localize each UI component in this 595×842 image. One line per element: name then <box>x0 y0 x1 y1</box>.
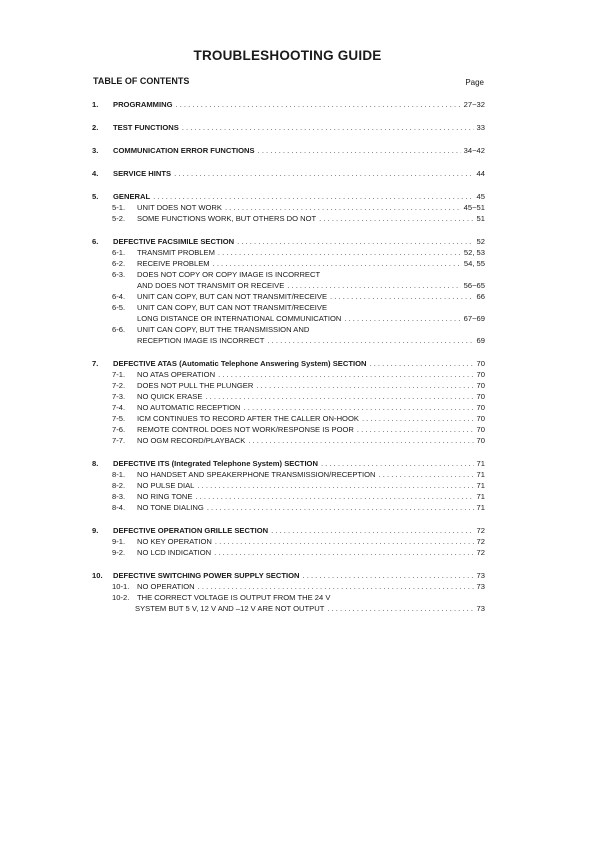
toc-entry <box>113 236 485 247</box>
dot-leader <box>287 280 460 291</box>
toc-entry <box>113 145 485 156</box>
toc-item-row[interactable] <box>0 469 595 480</box>
dot-leader <box>244 402 474 413</box>
toc-entry <box>137 547 485 558</box>
item-label: LONG DISTANCE OR INTERNATIONAL COMMUNICATION <box>137 314 342 323</box>
toc-label <box>137 547 211 558</box>
item-label: NO HANDSET AND SPEAKERPHONE TRANSMISSION/RECEPTION <box>137 470 376 479</box>
item-label: THE CORRECT VOLTAGE IS OUTPUT FROM THE 24 V <box>137 593 331 602</box>
item-label: ICM CONTINUES TO RECORD AFTER THE CALLER ON-HOOK <box>137 414 359 423</box>
toc-entry <box>137 280 485 291</box>
toc-item-row[interactable] <box>0 391 595 402</box>
dot-leader <box>237 236 473 247</box>
toc-item-row[interactable] <box>0 592 595 603</box>
toc-page-number: 73 <box>476 604 485 613</box>
toc-number: 5-1. <box>112 203 126 212</box>
toc-number: 7. <box>92 359 99 368</box>
toc-item-row[interactable] <box>0 247 595 258</box>
toc-entry <box>113 99 485 110</box>
toc-label <box>137 213 316 224</box>
item-label: NO KEY OPERATION <box>137 537 212 546</box>
dot-leader <box>357 424 474 435</box>
dot-leader <box>214 547 473 558</box>
toc-section <box>0 191 595 224</box>
toc-page-number: 34~42 <box>463 146 485 155</box>
dot-leader <box>215 536 474 547</box>
toc-item-row[interactable] <box>0 402 595 413</box>
toc-number: 7-5. <box>112 414 126 423</box>
toc-label <box>137 291 327 302</box>
toc-entry <box>113 458 485 469</box>
toc-entry <box>113 191 485 202</box>
toc-number: 4. <box>92 169 99 178</box>
toc-page-number: 70 <box>476 436 485 445</box>
toc-page-number: 73 <box>476 571 485 580</box>
toc-number: 6-4. <box>112 292 126 301</box>
section-label: GENERAL <box>113 192 151 201</box>
toc-entry <box>113 525 485 536</box>
dot-leader <box>330 291 474 302</box>
toc-entry <box>137 480 485 491</box>
toc-label <box>137 280 284 291</box>
dot-leader <box>362 413 474 424</box>
dot-leader <box>205 391 473 402</box>
toc-number: 8-3. <box>112 492 126 501</box>
toc-number: 10. <box>92 571 103 580</box>
section-label-extra: (Integrated Telephone System) <box>169 459 285 468</box>
item-label: DOES NOT PULL THE PLUNGER <box>137 381 254 390</box>
dot-leader <box>256 380 473 391</box>
toc-label <box>113 168 171 179</box>
toc-entry <box>137 413 485 424</box>
dot-leader <box>195 491 473 502</box>
toc-number: 7-4. <box>112 403 126 412</box>
toc-entry <box>137 380 485 391</box>
toc-page-number: 54, 55 <box>463 259 485 268</box>
toc-entry <box>137 491 485 502</box>
toc-label <box>137 247 215 258</box>
toc-page-number: 70 <box>476 392 485 401</box>
item-label: RECEPTION IMAGE IS INCORRECT <box>137 336 265 345</box>
item-label: RECEIVE PROBLEM <box>137 259 210 268</box>
toc-entry <box>137 469 485 480</box>
toc-label <box>137 258 210 269</box>
toc-label <box>137 592 330 603</box>
toc-item-row[interactable] <box>0 581 595 592</box>
toc-label <box>113 145 255 156</box>
dot-leader <box>344 313 460 324</box>
toc-number: 6-2. <box>112 259 126 268</box>
toc-page-number: 44 <box>476 169 485 178</box>
toc-section <box>0 99 595 110</box>
toc-label <box>137 581 195 592</box>
toc-number: 7-2. <box>112 381 126 390</box>
toc-label <box>135 603 324 614</box>
toc-section <box>0 358 595 446</box>
item-label: UNIT CAN COPY, BUT CAN NOT TRANSMIT/RECEIVE <box>137 292 328 301</box>
toc-page-number: 45 <box>476 192 485 201</box>
toc-item-row[interactable] <box>0 202 595 213</box>
toc-entry <box>137 391 485 402</box>
item-label: UNIT DOES NOT WORK <box>137 203 222 212</box>
toc-item-row[interactable] <box>0 547 595 558</box>
toc-label <box>137 324 309 335</box>
toc-label <box>137 402 241 413</box>
toc-number: 6-3. <box>112 270 126 279</box>
toc-label <box>113 99 172 110</box>
dot-leader <box>218 247 461 258</box>
dot-leader <box>153 191 473 202</box>
toc-section-row[interactable] <box>0 145 595 156</box>
toc-label <box>137 380 253 391</box>
toc-entry <box>137 402 485 413</box>
toc-item-row[interactable] <box>0 536 595 547</box>
toc-item-row[interactable] <box>0 280 595 291</box>
toc-section-row[interactable] <box>0 99 595 110</box>
item-label: AND DOES NOT TRANSMIT OR RECEIVE <box>137 281 285 290</box>
dot-leader <box>303 570 474 581</box>
toc-number: 6-6. <box>112 325 126 334</box>
section-label: SERVICE HINTS <box>113 169 172 178</box>
toc-label <box>113 191 150 202</box>
toc-heading: TABLE OF CONTENTS <box>93 76 190 86</box>
toc-section <box>0 236 595 346</box>
item-label: NO TONE DIALING <box>137 503 204 512</box>
toc-number: 1. <box>92 100 99 109</box>
toc-label <box>137 302 327 313</box>
toc-page-number: 70 <box>476 359 485 368</box>
toc-label <box>137 424 354 435</box>
toc-number: 9-1. <box>112 537 126 546</box>
dot-leader <box>321 458 474 469</box>
toc-item-row[interactable] <box>0 258 595 269</box>
toc-item-row[interactable] <box>0 435 595 446</box>
dot-leader <box>197 480 473 491</box>
toc-page-number: 72 <box>476 526 485 535</box>
section-label-extra: (Automatic Telephone Answering System) <box>177 359 333 368</box>
toc-label <box>137 536 212 547</box>
dot-leader <box>174 168 473 179</box>
toc-label <box>113 570 300 581</box>
toc-number: 2. <box>92 123 99 132</box>
toc-entry <box>137 581 485 592</box>
item-label: NO ATAS OPERATION <box>137 370 216 379</box>
dot-leader <box>213 258 461 269</box>
section-label: COMMUNICATION ERROR FUNCTIONS <box>113 146 255 155</box>
toc-entry <box>113 122 485 133</box>
section-label: DEFECTIVE OPERATION GRILLE SECTION <box>113 526 269 535</box>
toc-section <box>0 458 595 513</box>
item-label: NO OPERATION <box>137 582 195 591</box>
toc-item-row[interactable] <box>0 413 595 424</box>
page-title: TROUBLESHOOTING GUIDE <box>193 48 382 63</box>
toc-page-number: 70 <box>476 381 485 390</box>
toc-page-number: 67~69 <box>463 314 485 323</box>
toc-entry <box>137 247 485 258</box>
toc-label <box>137 391 202 402</box>
toc-item-row[interactable] <box>0 213 595 224</box>
toc-label <box>137 369 215 380</box>
toc-label <box>137 269 320 280</box>
toc-section-row[interactable] <box>0 458 595 469</box>
toc-item-row[interactable] <box>0 269 595 280</box>
toc-item-row[interactable] <box>0 491 595 502</box>
toc-number: 8-1. <box>112 470 126 479</box>
toc-section <box>0 145 595 156</box>
toc-item-row[interactable] <box>0 380 595 391</box>
dot-leader <box>248 435 473 446</box>
toc-number: 10-2. <box>112 593 130 602</box>
toc-number: 5-2. <box>112 214 126 223</box>
item-label: NO LCD INDICATION <box>137 548 212 557</box>
toc-item-row[interactable] <box>0 324 595 335</box>
dot-leader <box>319 213 473 224</box>
toc-label <box>137 480 194 491</box>
toc-sections <box>0 99 595 626</box>
toc-item-row[interactable] <box>0 603 595 614</box>
toc-entry <box>137 502 485 513</box>
toc-entry <box>137 258 485 269</box>
toc-entry <box>137 424 485 435</box>
item-label: NO AUTOMATIC RECEPTION <box>137 403 241 412</box>
toc-page-number: 27~32 <box>463 100 485 109</box>
toc-entry <box>137 369 485 380</box>
toc-number: 6-5. <box>112 303 126 312</box>
toc-number: 8-4. <box>112 503 126 512</box>
item-label: NO QUICK ERASE <box>137 392 203 401</box>
toc-number: 7-1. <box>112 370 126 379</box>
dot-leader <box>258 145 461 156</box>
toc-item-row[interactable] <box>0 291 595 302</box>
item-label: DOES NOT COPY OR COPY IMAGE IS INCORRECT <box>137 270 321 279</box>
toc-entry <box>137 435 485 446</box>
toc-page-number: 69 <box>476 336 485 345</box>
toc-item-row[interactable] <box>0 502 595 513</box>
item-label: NO RING TONE <box>137 492 193 501</box>
toc-number: 6-1. <box>112 248 126 257</box>
toc-number: 7-6. <box>112 425 126 434</box>
toc-page-number: 51 <box>476 214 485 223</box>
toc-number: 7-3. <box>112 392 126 401</box>
item-label: SYSTEM BUT 5 V, 12 V AND –12 V ARE NOT OUTPUT <box>135 604 325 613</box>
toc-section-row[interactable] <box>0 236 595 247</box>
toc-number: 8. <box>92 459 99 468</box>
toc-number: 10-1. <box>112 582 130 591</box>
dot-leader <box>182 122 474 133</box>
toc-label <box>113 236 234 247</box>
toc-page-number: 71 <box>476 470 485 479</box>
toc-entry <box>113 358 485 369</box>
toc-item-row[interactable] <box>0 313 595 324</box>
toc-page-number: 66 <box>476 292 485 301</box>
toc-section-row[interactable] <box>0 525 595 536</box>
toc-page-number: 71 <box>476 492 485 501</box>
toc-entry <box>137 313 485 324</box>
toc-page-number: 71 <box>476 503 485 512</box>
toc-item-row[interactable] <box>0 335 595 346</box>
toc-number: 9. <box>92 526 99 535</box>
toc-page-number: 70 <box>476 370 485 379</box>
section-label: DEFECTIVE ATAS <box>113 359 177 368</box>
toc-label <box>137 313 341 324</box>
toc-section <box>0 570 595 614</box>
toc-label <box>137 491 192 502</box>
toc-entry <box>137 302 485 313</box>
dot-leader <box>218 369 473 380</box>
dot-leader <box>379 469 474 480</box>
toc-entry <box>137 335 485 346</box>
section-label: TEST FUNCTIONS <box>113 123 179 132</box>
toc-entry <box>137 202 485 213</box>
toc-number: 7-7. <box>112 436 126 445</box>
dot-leader <box>225 202 461 213</box>
toc-entry <box>135 603 485 614</box>
dot-leader <box>175 99 460 110</box>
toc-item-row[interactable] <box>0 369 595 380</box>
toc-entry <box>137 213 485 224</box>
toc-section-row[interactable] <box>0 168 595 179</box>
toc-entry <box>113 168 485 179</box>
section-label-end: SECTION <box>284 459 318 468</box>
dot-leader <box>369 358 473 369</box>
toc-page-number: 71 <box>476 459 485 468</box>
toc-label <box>137 202 222 213</box>
toc-page-number: 33 <box>476 123 485 132</box>
toc-section <box>0 168 595 179</box>
toc-section <box>0 525 595 558</box>
toc-entry <box>137 592 485 603</box>
toc-label <box>113 122 179 133</box>
section-label: PROGRAMMING <box>113 100 173 109</box>
toc-item-row[interactable] <box>0 480 595 491</box>
toc-page-number: 73 <box>476 582 485 591</box>
item-label: UNIT CAN COPY, BUT CAN NOT TRANSMIT/RECEIVE <box>137 303 328 312</box>
item-label: SOME FUNCTIONS WORK, BUT OTHERS DO NOT <box>137 214 317 223</box>
section-label: DEFECTIVE FACSIMILE SECTION <box>113 237 235 246</box>
toc-number: 3. <box>92 146 99 155</box>
toc-page-number: 45~51 <box>463 203 485 212</box>
dot-leader <box>327 603 473 614</box>
toc-label <box>113 525 268 536</box>
toc-page-number: 72 <box>476 548 485 557</box>
page-column-heading: Page <box>465 78 484 87</box>
toc-item-row[interactable] <box>0 424 595 435</box>
toc-page-number: 52, 53 <box>463 248 485 257</box>
toc-label <box>137 469 376 480</box>
toc-page-number: 52 <box>476 237 485 246</box>
toc-label <box>137 435 245 446</box>
toc-page-number: 70 <box>476 403 485 412</box>
toc-entry <box>137 269 485 280</box>
item-label: NO PULSE DIAL <box>137 481 195 490</box>
toc-page-number: 70 <box>476 425 485 434</box>
toc-label <box>113 358 366 369</box>
toc-entry <box>113 570 485 581</box>
toc-label <box>137 335 264 346</box>
item-label: REMOTE CONTROL DOES NOT WORK/RESPONSE IS POOR <box>137 425 354 434</box>
item-label: TRANSMIT PROBLEM <box>137 248 215 257</box>
section-label-end: SECTION <box>332 359 367 368</box>
dot-leader <box>198 581 474 592</box>
item-label: NO OGM RECORD/PLAYBACK <box>137 436 246 445</box>
dot-leader <box>267 335 473 346</box>
dot-leader <box>207 502 474 513</box>
section-label: DEFECTIVE ITS <box>113 459 170 468</box>
toc-entry <box>137 291 485 302</box>
toc-page-number: 71 <box>476 481 485 490</box>
toc-number: 8-2. <box>112 481 126 490</box>
toc-number: 6. <box>92 237 99 246</box>
toc-page-number: 72 <box>476 537 485 546</box>
toc-number: 9-2. <box>112 548 126 557</box>
toc-item-row[interactable] <box>0 302 595 313</box>
toc-entry <box>137 324 485 335</box>
toc-page-number: 56~65 <box>463 281 485 290</box>
section-label: DEFECTIVE SWITCHING POWER SUPPLY SECTION <box>113 571 300 580</box>
toc-section-row[interactable] <box>0 358 595 369</box>
toc-label <box>137 502 204 513</box>
toc-number: 5. <box>92 192 99 201</box>
toc-section-row[interactable] <box>0 191 595 202</box>
item-label: UNIT CAN COPY, BUT THE TRANSMISSION AND <box>137 325 310 334</box>
dot-leader <box>271 525 473 536</box>
toc-entry <box>137 536 485 547</box>
toc-label <box>137 413 359 424</box>
toc-section <box>0 122 595 133</box>
toc-section-row[interactable] <box>0 122 595 133</box>
toc-section-row[interactable] <box>0 570 595 581</box>
toc-page-number: 70 <box>476 414 485 423</box>
toc-label <box>113 458 318 469</box>
